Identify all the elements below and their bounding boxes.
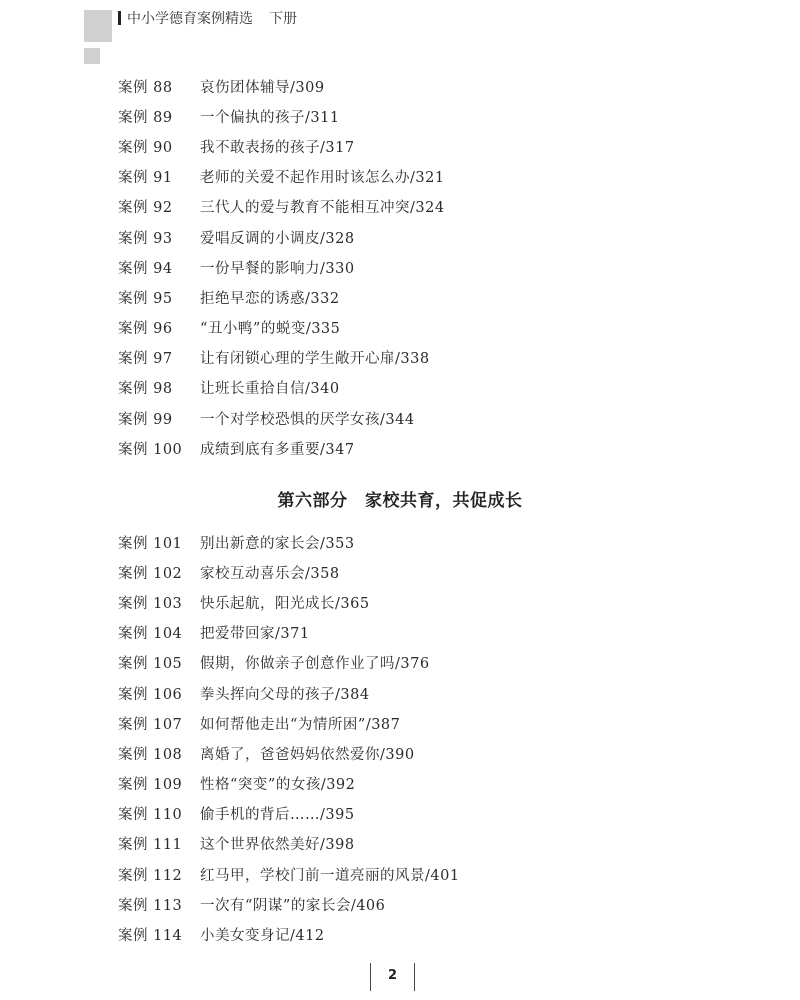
toc-entry[interactable] (118, 799, 718, 829)
case-title: 成绩到底有多重要/347 (200, 441, 355, 458)
case-number: 案例 99 (118, 411, 173, 428)
case-title: 家校互动喜乐会/358 (200, 565, 340, 582)
case-number: 案例 106 (118, 686, 183, 703)
case-title: 一个偏执的孩子/311 (200, 109, 340, 126)
toc-entry[interactable] (118, 859, 718, 889)
case-number: 案例 100 (118, 441, 183, 458)
case-title: 老师的关爱不起作用时该怎么办/321 (200, 170, 445, 187)
case-number: 案例 110 (118, 807, 183, 824)
case-title: 把爱带回家/371 (200, 626, 310, 643)
case-number: 案例 103 (118, 595, 183, 612)
toc-entry[interactable] (118, 648, 718, 678)
case-title: 性格“突变”的女孩/392 (200, 777, 356, 794)
case-number: 案例 91 (118, 170, 173, 187)
header-bar (118, 11, 121, 25)
toc-entry[interactable] (118, 222, 718, 252)
toc-entry[interactable] (118, 678, 718, 708)
case-title: 小美女变身记/412 (200, 928, 325, 945)
case-title: 拳头挥向父母的孩子/384 (200, 686, 370, 703)
toc-entry[interactable] (118, 769, 718, 799)
case-number: 案例 112 (118, 867, 183, 884)
toc-list-part5 (118, 71, 718, 463)
toc-entry[interactable] (118, 557, 718, 587)
toc-entry[interactable] (118, 71, 718, 101)
case-title: 爱唱反调的小调皮/328 (200, 230, 355, 247)
case-number: 案例 94 (118, 260, 173, 277)
case-number: 案例 92 (118, 200, 173, 217)
case-number: 案例 89 (118, 109, 173, 126)
case-number: 案例 104 (118, 626, 183, 643)
case-title: 三代人的爱与教育不能相互冲突/324 (200, 200, 445, 217)
case-number: 案例 90 (118, 139, 173, 156)
toc-list-part6 (118, 527, 718, 950)
case-title: 假期，你做亲子创意作业了吗/376 (200, 656, 430, 673)
case-title: 别出新意的家长会/353 (200, 535, 355, 552)
toc-entry[interactable] (118, 162, 718, 192)
case-number: 案例 96 (118, 321, 173, 338)
case-title: 哀伤团体辅导/309 (200, 79, 325, 96)
running-header (118, 8, 297, 28)
toc-entry[interactable] (118, 282, 718, 312)
case-title: 让有闭锁心理的学生敞开心扉/338 (200, 351, 430, 368)
case-number: 案例 107 (118, 716, 183, 733)
toc-entry[interactable] (118, 919, 718, 949)
case-number: 案例 98 (118, 381, 173, 398)
toc-entry[interactable] (118, 527, 718, 557)
toc-entry[interactable] (118, 738, 718, 768)
corner-decoration (84, 10, 112, 42)
case-title: “丑小鸭”的蜕变/335 (200, 321, 341, 338)
case-title: 一份早餐的影响力/330 (200, 260, 355, 277)
case-title: 如何帮他走出“为情所困”/387 (200, 716, 401, 733)
toc-entry[interactable] (118, 343, 718, 373)
case-number: 案例 113 (118, 897, 183, 914)
case-number: 案例 93 (118, 230, 173, 247)
toc-entry[interactable] (118, 252, 718, 282)
case-number: 案例 102 (118, 565, 183, 582)
footer-divider-right (414, 963, 415, 991)
toc-entry[interactable] (118, 618, 718, 648)
case-title: 快乐起航，阳光成长/365 (200, 595, 370, 612)
case-title: 偷手机的背后……/395 (200, 807, 355, 824)
case-number: 案例 88 (118, 79, 173, 96)
case-title: 这个世界依然美好/398 (200, 837, 355, 854)
toc-entry[interactable] (118, 433, 718, 463)
case-number: 案例 105 (118, 656, 183, 673)
toc-entry[interactable] (118, 587, 718, 617)
page-number: 2 (387, 968, 398, 983)
case-title: 一次有“阴谋”的家长会/406 (200, 897, 386, 914)
toc-entry[interactable] (118, 829, 718, 859)
case-title: 红马甲，学校门前一道亮丽的风景/401 (200, 867, 460, 884)
toc-entry[interactable] (118, 403, 718, 433)
case-number: 案例 95 (118, 290, 173, 307)
book-title: 中小学德育案例精选 (127, 11, 253, 27)
case-number: 案例 101 (118, 535, 183, 552)
case-title: 一个对学校恐惧的厌学女孩/344 (200, 411, 415, 428)
toc-entry[interactable] (118, 192, 718, 222)
toc-entry[interactable] (118, 373, 718, 403)
case-title: 离婚了，爸爸妈妈依然爱你/390 (200, 746, 415, 763)
toc-entry[interactable] (118, 889, 718, 919)
case-number: 案例 108 (118, 746, 183, 763)
toc-entry[interactable] (118, 708, 718, 738)
toc-entry[interactable] (118, 101, 718, 131)
toc-entry[interactable] (118, 313, 718, 343)
volume-label: 下册 (269, 11, 297, 27)
case-number: 案例 114 (118, 928, 183, 945)
case-title: 拒绝早恋的诱惑/332 (200, 290, 340, 307)
case-title: 让班长重拾自信/340 (200, 381, 340, 398)
corner-decoration-small (84, 48, 100, 64)
case-title: 我不敢表扬的孩子/317 (200, 139, 355, 156)
section-heading: 第六部分 家校共育，共促成长 (277, 491, 523, 511)
case-number: 案例 97 (118, 351, 173, 368)
toc-entry[interactable] (118, 131, 718, 161)
case-number: 案例 111 (118, 837, 183, 854)
case-number: 案例 109 (118, 777, 183, 794)
